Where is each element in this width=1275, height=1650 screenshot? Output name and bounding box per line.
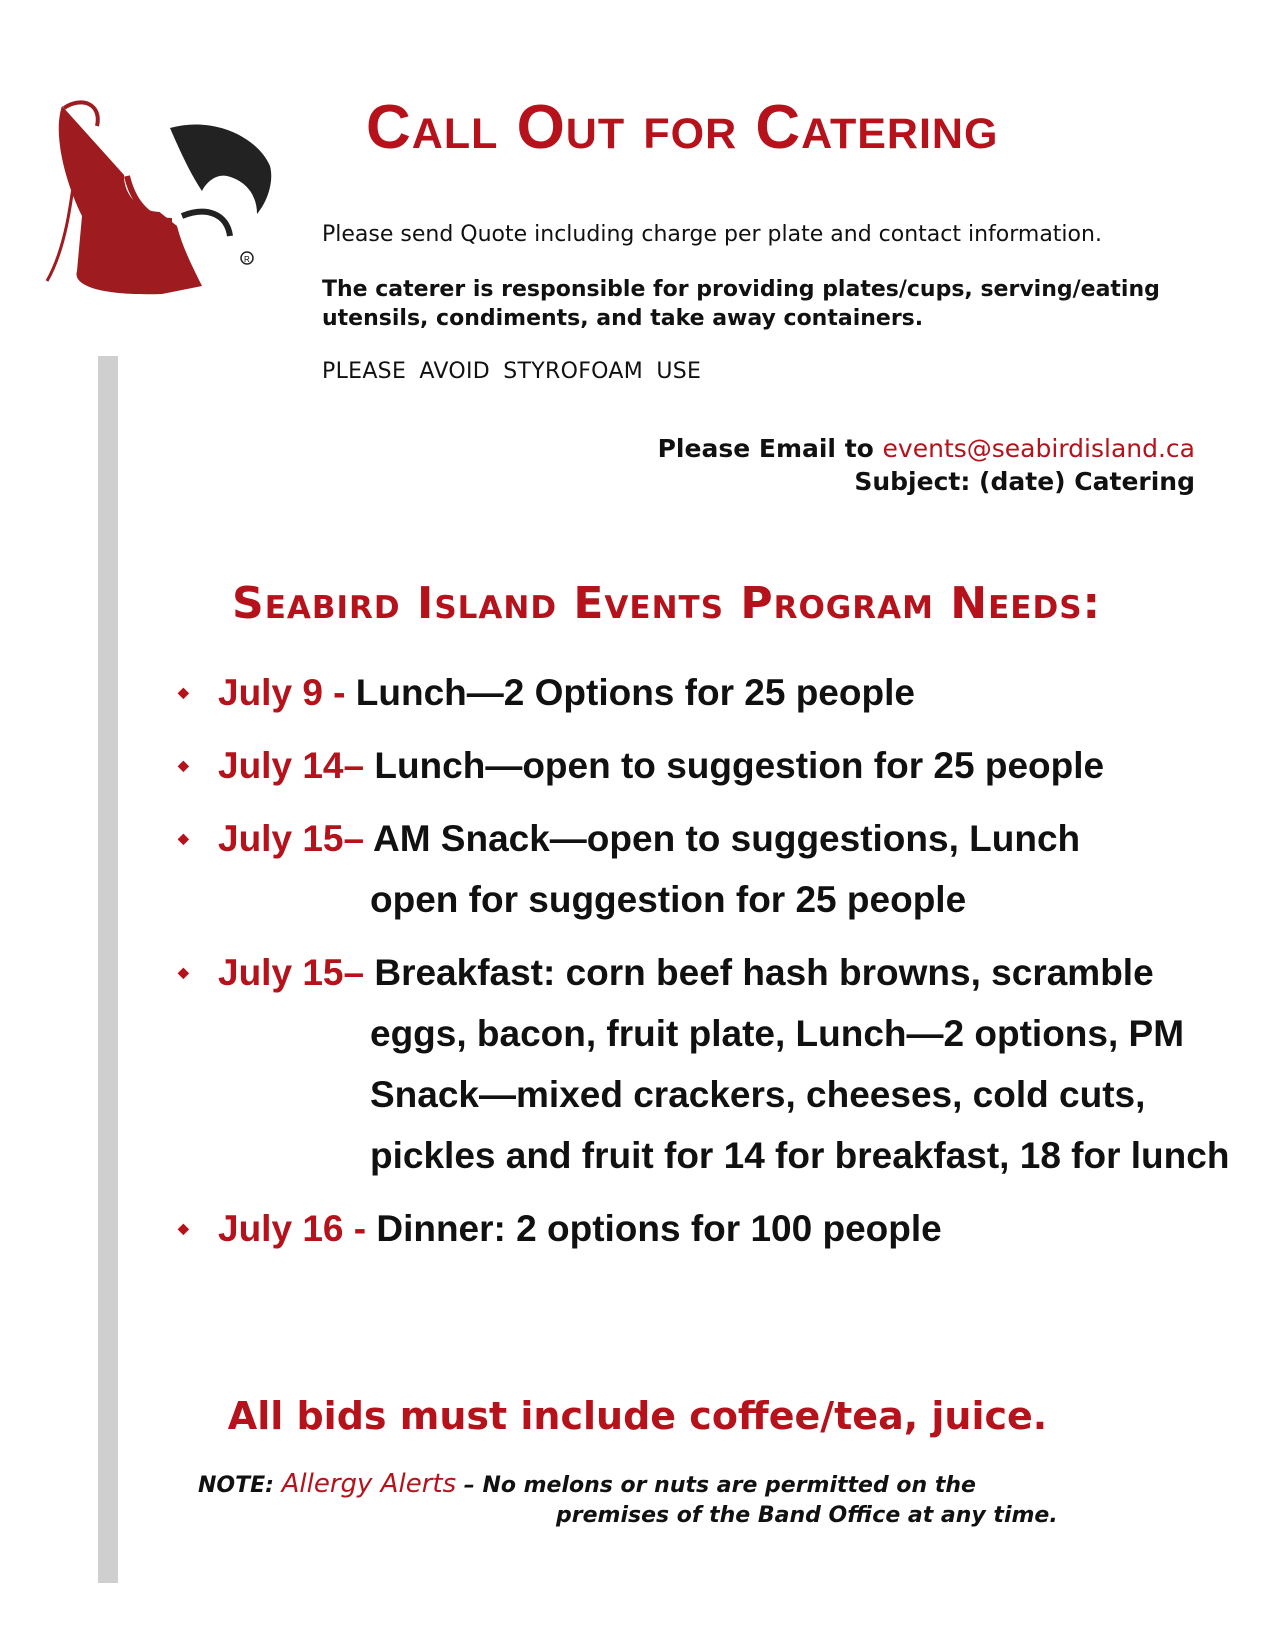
need-text: Breakfast: corn beef hash browns, scramble [374,952,1154,993]
need-text-continued: eggs, bacon, fruit plate, Lunch—2 options, PM Snack—mixed crackers, cheeses, cold cuts, pickles and fruit for 14 for breakfast, 18 for lunch [370,1013,1230,1176]
page-title: Call Out for Catering [366,93,999,162]
need-text-continued: open for suggestion for 25 people [370,879,967,920]
note-label: NOTE: [198,1473,282,1498]
diamond-bullet-icon: ◆ [178,1220,189,1236]
need-date: July 16 - [218,1208,377,1249]
need-text: Lunch—2 Options for 25 people [355,672,915,713]
note-text-continued: premises of the Band Office at any time. [556,1503,1058,1528]
bids-notice: All bids must include coffee/tea, juice. [227,1394,1048,1438]
needs-heading: Seabird Island Events Program Needs: [232,578,1102,629]
diamond-bullet-icon: ◆ [178,964,189,980]
need-text: AM Snack—open to suggestions, Lunch [372,818,1081,859]
list-item [178,1198,1238,1259]
allergy-note [198,1469,1098,1531]
svg-text:R: R [244,255,250,264]
list-item [178,662,1238,723]
need-date: July 15– [218,952,375,993]
diamond-bullet-icon: ◆ [178,757,189,773]
contact-block [658,432,1195,498]
email-subject: Subject: (date) Catering [854,467,1195,496]
need-text: Dinner: 2 options for 100 people [376,1208,942,1249]
need-text: Lunch—open to suggestion for 25 people [374,745,1105,786]
list-item [178,808,1238,930]
quote-instruction: Please send Quote including charge per plate and contact information. [322,222,1102,247]
list-item [178,942,1238,1186]
styrofoam-notice: PLEASE AVOID STYROFOAM USE [322,359,702,384]
list-item [178,735,1238,796]
need-date: July 9 - [218,672,356,713]
diamond-bullet-icon: ◆ [178,830,189,846]
email-link[interactable]: events@seabirdisland.ca [882,434,1195,463]
diamond-bullet-icon: ◆ [178,684,189,700]
caterer-responsibility: The caterer is responsible for providing plates/cups, serving/eating utensils, condiments, and take away containers. [322,277,1160,331]
email-line [658,432,1195,465]
intro-block [322,222,1202,384]
email-prefix: Please Email to [657,434,883,463]
need-date: July 14– [218,745,375,786]
need-date: July 15– [218,818,373,859]
eagle-logo-icon [42,96,282,306]
note-text: – No melons or nuts are permitted on the [456,1473,976,1498]
needs-list [178,662,1238,1271]
allergy-alert: Allergy Alerts [281,1469,457,1499]
